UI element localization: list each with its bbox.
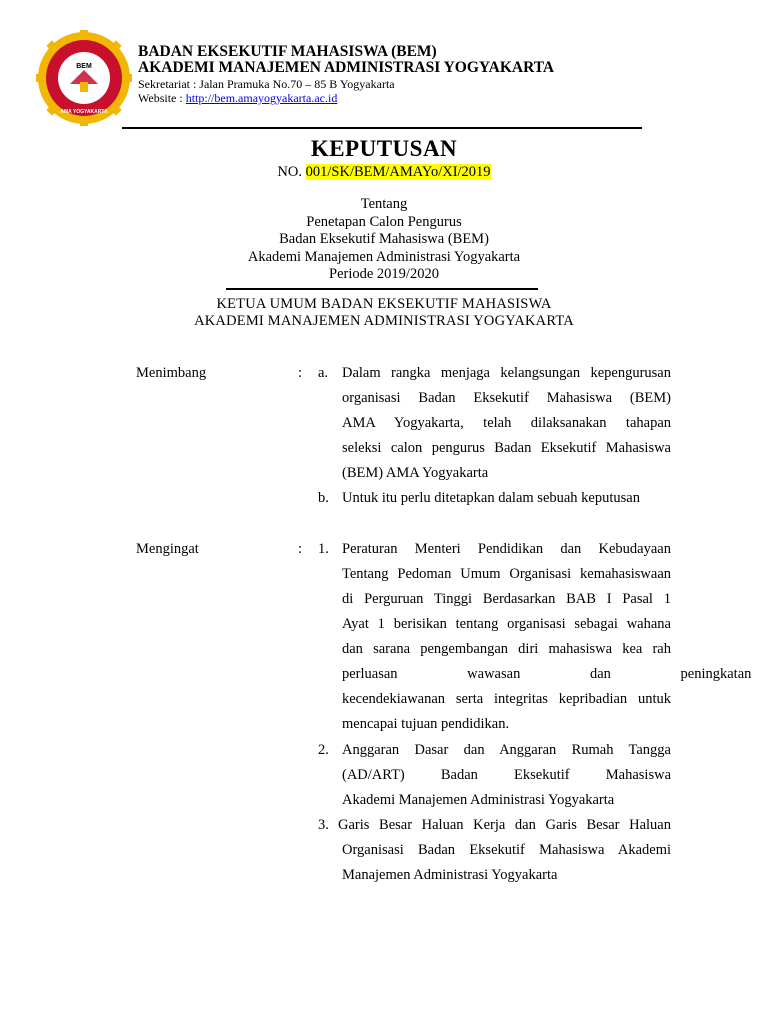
document-number — [0, 164, 768, 181]
menimbang-a-line: (BEM) AMA Yogyakarta — [342, 465, 489, 481]
mengingat-2-line: (AD/ART) Badan Eksekutif Mahasiswa — [342, 767, 671, 783]
website-label: Website : — [138, 91, 186, 105]
mengingat-3-marker: 3. — [318, 817, 329, 833]
document-number-prefix: NO. — [277, 164, 306, 180]
mengingat-3-line: Manajemen Administrasi Yogyakarta — [342, 867, 558, 883]
mengingat-label: Mengingat — [136, 541, 199, 557]
mengingat-3-line: Organisasi Badan Eksekutif Mahasiswa Akademi — [342, 842, 671, 858]
menimbang-a-line: Dalam rangka menjaga kelangsungan kepengurusan — [342, 365, 671, 381]
issuer-heading — [0, 296, 768, 330]
website-line — [138, 91, 337, 105]
subject-line: Badan Eksekutif Mahasiswa (BEM) — [279, 231, 489, 247]
subject-line: Penetapan Calon Pengurus — [306, 213, 462, 230]
subject-line: Tentang — [360, 196, 408, 212]
menimbang-label: Menimbang — [136, 365, 207, 381]
logo-ring-text: AMA YOGYAKARTA — [60, 109, 108, 115]
mengingat-1-line: dan sarana pengembangan diri mahasiswa kea rah — [342, 641, 671, 657]
mengingat-1-line: kecendekiawanan serta integritas kepribadian untuk — [342, 691, 671, 707]
menimbang-a-line: AMA Yogyakarta, telah dilaksanakan tahapan — [342, 415, 671, 431]
menimbang-b-marker: b. — [318, 490, 329, 506]
mengingat-3-line: Garis Besar Haluan Kerja dan Garis Besar Haluan — [338, 817, 671, 833]
subject-divider — [226, 288, 538, 290]
secretariat-address: Sekretariat : Jalan Pramuka No.70 – 85 B Yogyakarta — [138, 77, 395, 91]
mengingat-2-line: Anggaran Dasar dan Anggaran Rumah Tangga — [342, 742, 671, 758]
menimbang-b-line: Untuk itu perlu ditetapkan dalam sebuah keputusan — [342, 490, 640, 506]
mengingat-2-marker: 2. — [318, 742, 329, 758]
mengingat-1-line: Ayat 1 berisikan tentang organisasi sebagai wahana — [342, 616, 671, 632]
mengingat-2-line: Akademi Manajemen Administrasi Yogyakarta — [342, 792, 615, 808]
decree-subject — [0, 196, 768, 284]
logo-label: BEM — [76, 63, 92, 70]
menimbang-a-line: organisasi Badan Eksekutif Mahasiswa (BEM) — [342, 390, 671, 406]
mengingat-1-line: perluasan wawasan dan peningkatan — [342, 666, 752, 682]
letterhead-divider — [122, 127, 642, 129]
issuer-line: KETUA UMUM BADAN EKSEKUTIF MAHASISWA — [216, 296, 552, 312]
subject-line: Periode 2019/2020 — [329, 266, 439, 282]
mengingat-1-line: di Perguruan Tinggi Berdasarkan BAB I Pasal 1 — [342, 591, 671, 607]
issuer-line: AKADEMI MANAJEMEN ADMINISTRASI YOGYAKARTA — [194, 313, 574, 329]
bem-logo — [36, 30, 132, 126]
menimbang-colon: : — [298, 365, 303, 381]
mengingat-1-marker: 1. — [318, 541, 329, 557]
document-number-value: 001/SK/BEM/AMAYo/XI/2019 — [305, 164, 491, 180]
mengingat-1-line: Peraturan Menteri Pendidikan dan Kebudayaan — [342, 541, 671, 557]
website-link[interactable]: http://bem.amayogyakarta.ac.id — [185, 91, 338, 105]
menimbang-a-marker: a. — [318, 365, 329, 381]
document-title: KEPUTUSAN — [310, 136, 458, 161]
mengingat-1-line: Tentang Pedoman Umum Organisasi kemahasiswaan — [342, 566, 671, 582]
org-name-line1: BADAN EKSEKUTIF MAHASISWA (BEM) — [138, 43, 437, 60]
mengingat-colon: : — [298, 541, 303, 557]
subject-line: Akademi Manajemen Administrasi Yogyakarta — [247, 248, 521, 265]
org-name-line2: AKADEMI MANAJEMEN ADMINISTRASI YOGYAKARTA — [138, 59, 555, 76]
menimbang-a-line: seleksi calon pengurus Badan Eksekutif Mahasiswa — [342, 440, 671, 456]
mengingat-1-line: mencapai tujuan pendidikan. — [342, 716, 510, 732]
